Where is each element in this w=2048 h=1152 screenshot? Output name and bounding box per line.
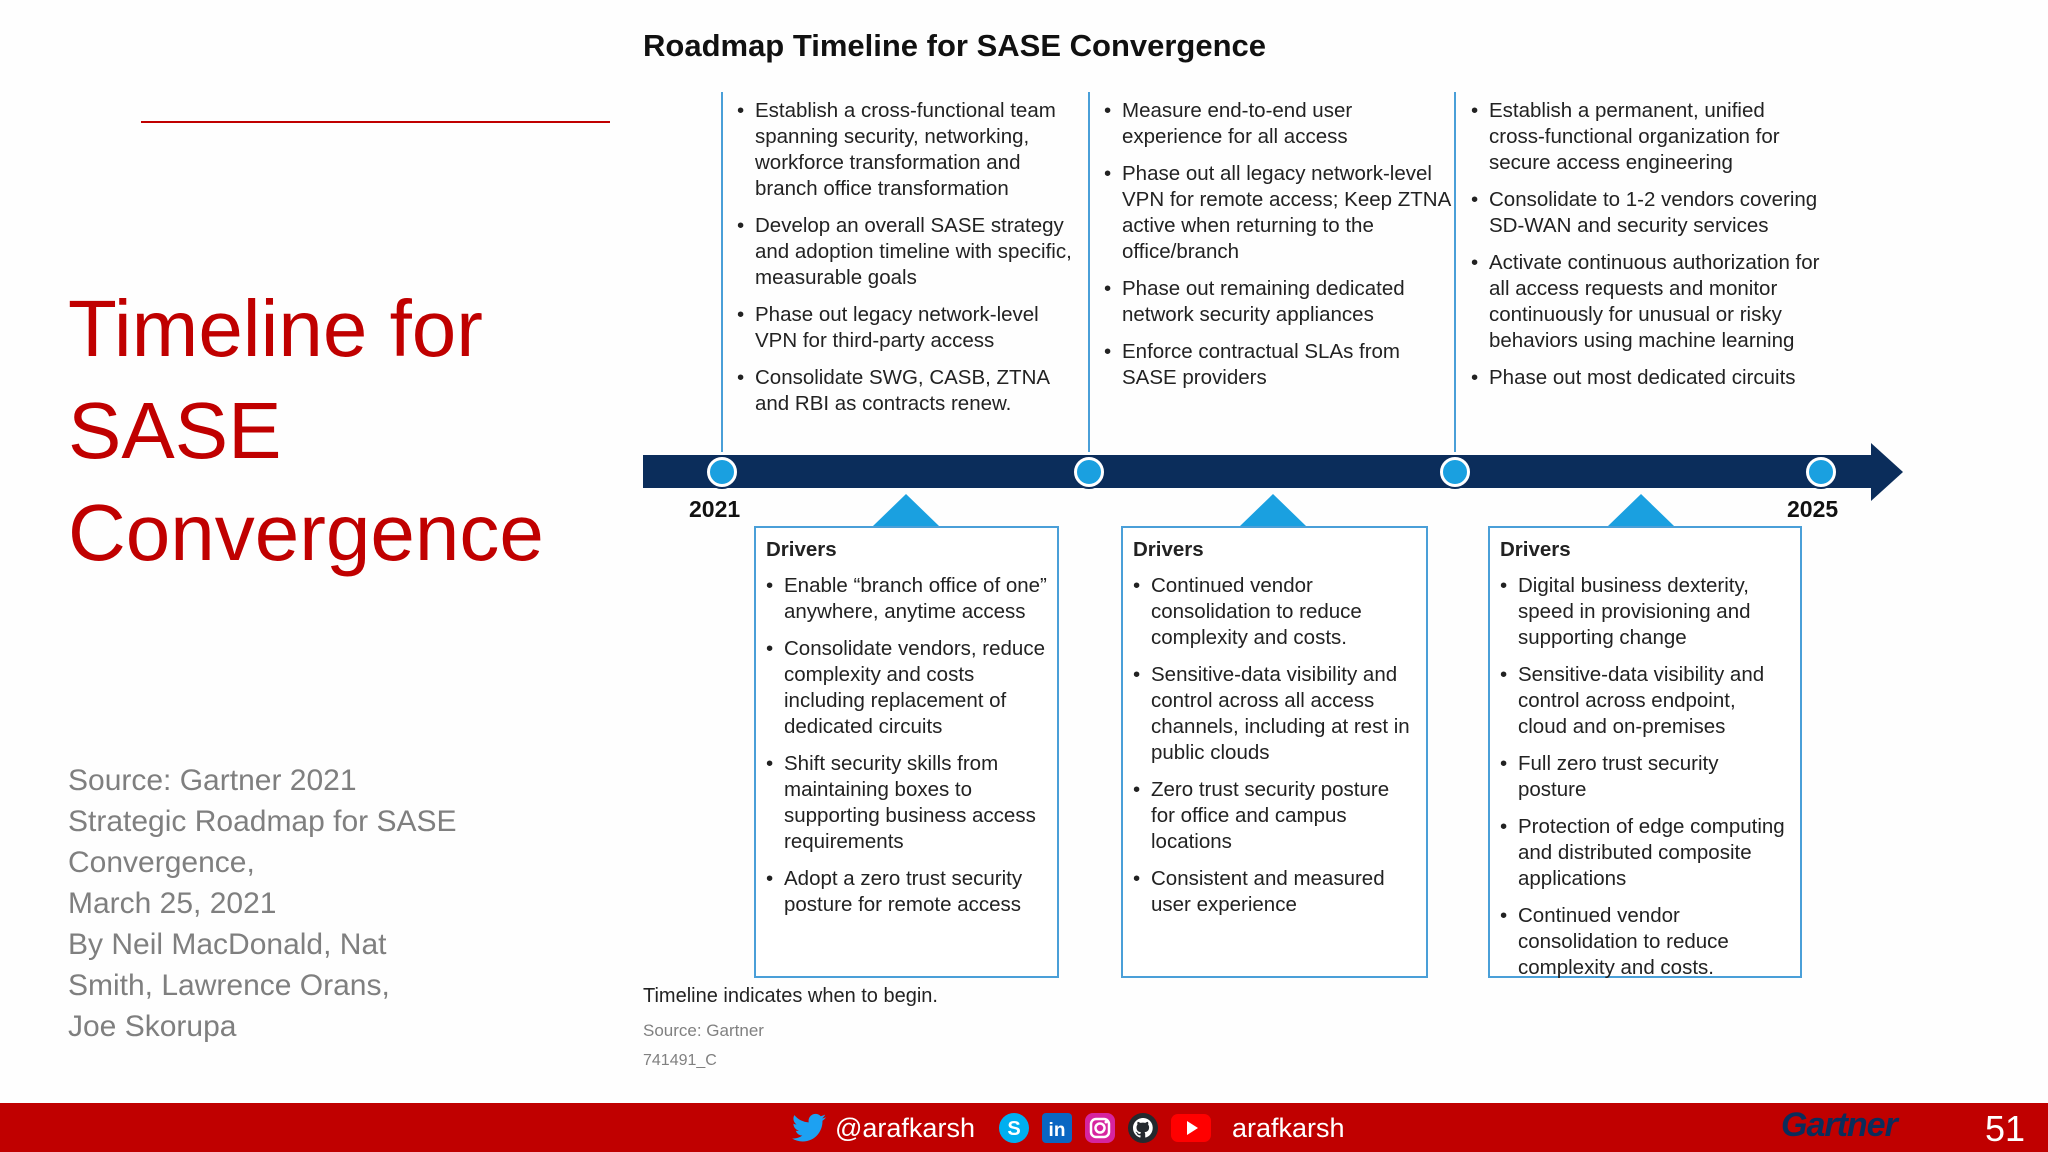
title-rule <box>141 121 610 123</box>
citation-line: By Neil MacDonald, Nat <box>68 928 387 961</box>
drivers-box-2 <box>1121 526 1428 978</box>
timeline-arrowhead <box>1871 443 1903 501</box>
citation-line: Smith, Lawrence Orans, <box>68 969 390 1002</box>
citation-line: Strategic Roadmap for SASE <box>68 805 457 838</box>
driver-item: • Consistent and measured user experience <box>1133 866 1416 918</box>
timeline-node <box>1806 457 1836 487</box>
phase-item: • Consolidate SWG, CASB, ZTNA and RBI as contracts renew. <box>737 365 1077 417</box>
driver-item: • Full zero trust security posture <box>1500 751 1790 803</box>
figure-source: Source: Gartner <box>643 1021 764 1040</box>
driver-item: • Digital business dexterity, speed in provisioning and supporting change <box>1500 573 1790 651</box>
timeline-node <box>1074 457 1104 487</box>
driver-item: • Enable “branch office of one” anywhere, anytime access <box>766 573 1047 625</box>
driver-item: • Zero trust security posture for office and campus locations <box>1133 777 1416 855</box>
twitter-handle[interactable]: @arafkarsh <box>835 1112 975 1143</box>
driver-item: • Consolidate vendors, reduce complexity and costs including replacement of dedicated circuits <box>766 636 1047 740</box>
driver-item: • Shift security skills from maintaining boxes to supporting business access requirements <box>766 751 1047 855</box>
phase-connector <box>1088 92 1090 452</box>
citation-line: Joe Skorupa <box>68 1010 237 1043</box>
phase-item: • Enforce contractual SLAs from SASE providers <box>1104 339 1454 391</box>
gartner-logo: Gartner <box>1781 1106 1897 1144</box>
phase-connector <box>721 92 723 452</box>
driver-item: • Continued vendor consolidation to reduce complexity and costs. <box>1500 903 1790 981</box>
github-icon[interactable] <box>1126 1111 1160 1145</box>
driver-item: • Continued vendor consolidation to reduce complexity and costs. <box>1133 573 1416 651</box>
social-links <box>792 1108 1367 1148</box>
phase-connector <box>1454 92 1456 452</box>
citation-line: Source: Gartner 2021 <box>68 764 357 797</box>
driver-item: • Protection of edge computing and distributed composite applications <box>1500 814 1790 892</box>
drivers-heading: Drivers <box>1500 538 1571 561</box>
youtube-icon[interactable] <box>1169 1111 1213 1145</box>
timeline-node <box>707 457 737 487</box>
linkedin-icon[interactable] <box>1040 1111 1074 1145</box>
figure-code: 741491_C <box>643 1052 717 1069</box>
phase-item: • Consolidate to 1-2 vendors covering SD-WAN and security services <box>1471 187 1821 239</box>
citation-line: March 25, 2021 <box>68 887 277 920</box>
phase-item: • Phase out remaining dedicated network security appliances <box>1104 276 1454 328</box>
year-end: 2025 <box>1787 496 1839 522</box>
phase-1-actions <box>737 98 1077 428</box>
slide-title: Timeline for SASE Convergence <box>68 284 544 577</box>
driver-pointer <box>873 494 939 526</box>
drivers-heading: Drivers <box>766 538 837 561</box>
phase-item: • Develop an overall SASE strategy and adoption timeline with specific, measurable goals <box>737 213 1077 291</box>
drivers-box-3 <box>1488 526 1802 978</box>
driver-pointer <box>1608 494 1674 526</box>
timeline-node <box>1440 457 1470 487</box>
driver-item: • Sensitive-data visibility and control across endpoint, cloud and on-premises <box>1500 662 1790 740</box>
svg-text:in: in <box>1048 1120 1066 1141</box>
driver-pointer <box>1240 494 1306 526</box>
drivers-box-1 <box>754 526 1059 978</box>
phase-item: • Establish a permanent, unified cross-functional organization for secure access engineering <box>1471 98 1821 176</box>
slide-number: 51 <box>1985 1108 2026 1149</box>
phase-item: • Phase out legacy network-level VPN for third-party access <box>737 302 1077 354</box>
phase-2-actions <box>1104 98 1454 402</box>
driver-item: • Adopt a zero trust security posture for remote access <box>766 866 1047 918</box>
phase-item: • Activate continuous authorization for all access requests and monitor continuously for unusual or risky behaviors using machine learning <box>1471 250 1821 354</box>
twitter-icon[interactable] <box>792 1111 826 1145</box>
citation-line: Convergence, <box>68 846 255 879</box>
figure-title: Roadmap Timeline for SASE Convergence <box>643 28 1267 63</box>
phase-3-actions <box>1471 98 1821 402</box>
instagram-icon[interactable] <box>1083 1111 1117 1145</box>
skype-icon[interactable] <box>997 1111 1031 1145</box>
phase-item: • Phase out most dedicated circuits <box>1471 365 1821 391</box>
svg-text:S: S <box>1007 1118 1021 1140</box>
driver-item: • Sensitive-data visibility and control across all access channels, including at rest in public clouds <box>1133 662 1416 766</box>
phase-item: • Measure end-to-end user experience for all access <box>1104 98 1454 150</box>
drivers-heading: Drivers <box>1133 538 1204 561</box>
year-start: 2021 <box>689 496 741 522</box>
timeline-note: Timeline indicates when to begin. <box>643 985 938 1007</box>
youtube-handle[interactable]: arafkarsh <box>1231 1112 1345 1143</box>
timeline-bar <box>643 455 1874 488</box>
phase-item: • Phase out all legacy network-level VPN for remote access; Keep ZTNA active when returning to the office/branch <box>1104 161 1454 265</box>
phase-item: • Establish a cross-functional team spanning security, networking, workforce transformation and branch office transformation <box>737 98 1077 202</box>
citation <box>68 760 508 1047</box>
